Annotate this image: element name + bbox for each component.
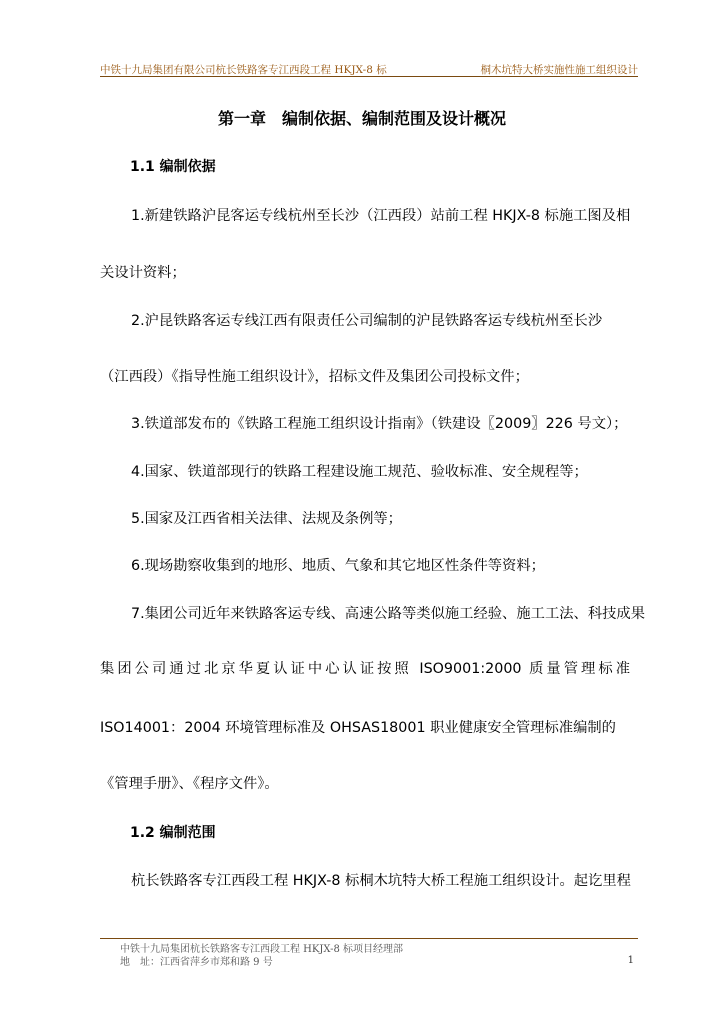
basis-line-4: （江西段）《指导性施工组织设计》，招标文件及集团公司投标文件； — [100, 369, 529, 385]
chapter-title: 第一章 编制依据、编制范围及设计概况 — [217, 109, 506, 128]
page-footer — [120, 943, 403, 969]
basis-line-2: 关设计资料； — [100, 265, 186, 281]
header-document-title: 桐木坑特大桥实施性施工组织设计 — [480, 64, 638, 76]
scope-line-1: 杭长铁路客专江西段工程 HKJX-8 标桐木坑特大桥工程施工组织设计。起讫里程 — [131, 873, 631, 889]
basis-line-8: 6.现场勘察收集到的地形、地质、气象和其它地区性条件等资料； — [131, 558, 545, 574]
basis-line-6: 4.国家、铁道部现行的铁路工程建设施工规范、验收标准、安全规程等； — [131, 464, 588, 480]
basis-line-1: 1.新建铁路沪昆客运专线杭州至长沙（江西段）站前工程 HKJX-8 标施工图及相 — [131, 208, 631, 224]
footer-divider — [100, 938, 638, 939]
basis-line-5: 3.铁道部发布的《铁路工程施工组织设计指南》（铁建设〖2009〗226 号文）； — [131, 416, 628, 432]
section-heading-basis: 1.1 编制依据 — [130, 159, 216, 175]
footer-address: 地 址：江西省萍乡市郑和路 9 号 — [120, 957, 273, 968]
page-number: 1 — [627, 955, 634, 966]
basis-line-9: 7.集团公司近年来铁路客运专线、高速公路等类似施工经验、施工工法、科技成果 — [131, 606, 646, 622]
footer-department: 中铁十九局集团杭长铁路客专江西段工程 HKJX-8 标项目经理部 — [120, 944, 404, 955]
basis-line-11: ISO14001：2004 环境管理标准及 OHSAS18001 职业健康安全管理标准编制的 — [100, 720, 616, 736]
header-company: 中铁十九局集团有限公司杭长铁路客专江西段工程 HKJX-8 标 — [100, 64, 387, 76]
basis-line-3: 2.沪昆铁路客运专线江西有限责任公司编制的沪昆铁路客运专线杭州至长沙 — [131, 313, 603, 329]
section-heading-scope: 1.2 编制范围 — [130, 825, 216, 841]
basis-line-12: 《管理手册》、《程序文件》。 — [100, 776, 279, 792]
basis-line-10: 集团公司通过北京华夏认证中心认证按照 ISO9001:2000 质量管理标准 — [100, 661, 630, 677]
page-header — [100, 60, 638, 77]
basis-line-7: 5.国家及江西省相关法律、法规及条例等； — [131, 511, 402, 527]
